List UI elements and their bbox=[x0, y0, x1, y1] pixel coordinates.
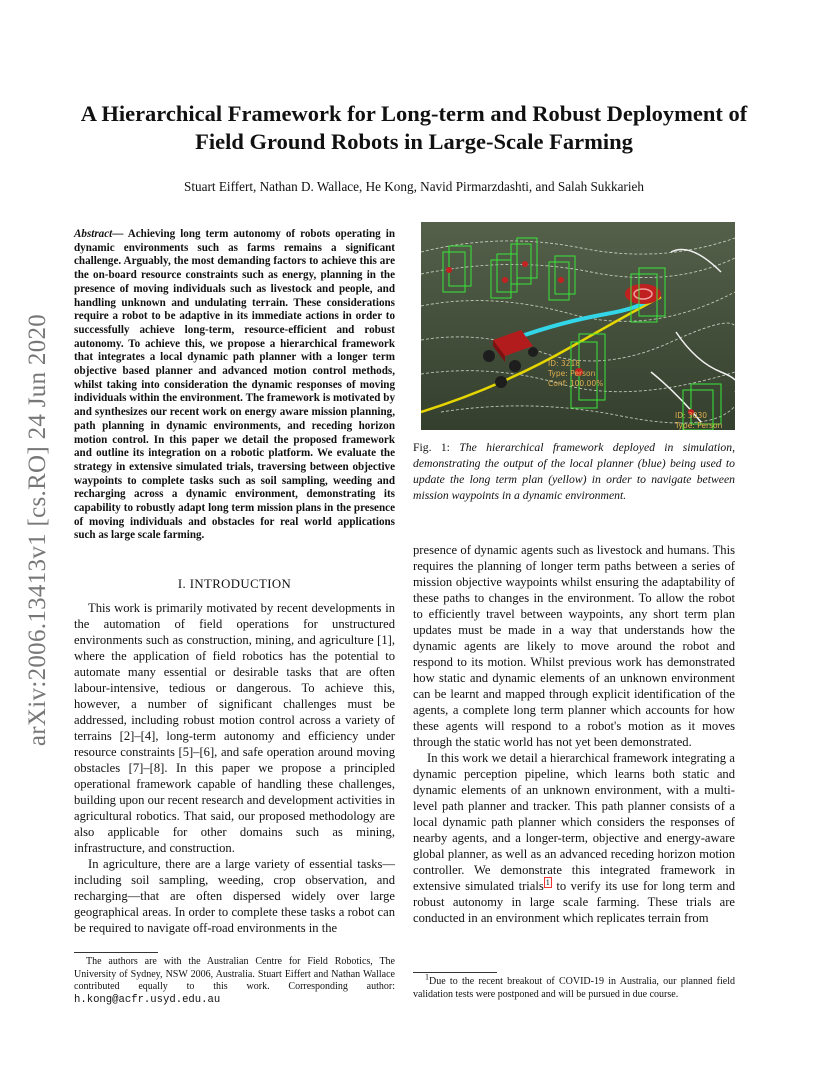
agent2-type-label: Type: Person bbox=[675, 421, 723, 430]
waypoint-marker bbox=[625, 284, 661, 304]
section-heading-introduction: I. INTRODUCTION bbox=[177, 577, 292, 591]
figure-1-caption bbox=[413, 440, 735, 504]
intro-paragraph-2: In agriculture, there are a large variety of essential tasks—including soil sampling, weeding, crop observation, and recharging—that are often dispersed widely over large geographical areas. In order to complete these tasks a robot can be required to navigate off-road environments in the bbox=[74, 857, 395, 935]
intro-paragraph-1: This work is primarily motivated by recent developments in the automation of field operations for unstructured environments such as construction, mining, and agriculture [1], where the application of field robotics has the potential to automate many essential or desirable tasks that are often labour-intensive, tedious or dangerous. To achieve this, however, a number of significant challenges must be addressed, including robust motion control across a variety of terrains [2]–[4], long-term autonomy and efficiency under resource constraints [5]–[6], and safe operation around moving obstacles [7]–[8]. In this paper we propose a principled operational framework capable of handling these challenges, building upon our recent research and development activities in agricultural robotics. That said, our proposed methodology are also applicable for other domains such as mining, infrastructure, and construction. bbox=[74, 601, 395, 855]
right-paragraph-2 bbox=[413, 750, 735, 926]
corresponding-email: h.kong@acfr.usyd.edu.au bbox=[74, 994, 221, 1007]
abstract-label: Abstract bbox=[74, 228, 113, 240]
agent1-type-label: Type: Person bbox=[548, 369, 596, 378]
right-paragraph-2-part-a: In this work we detail a hierarchical framework integrating a dynamic perception pipeline, which learns both static and dynamic elements of an unknown environment, with a multi-level path planner and tracker. This path planner consists of a local dynamic path planner which considers the responses of nearby agents, and a longer-term, objective and energy-aware global planner, as well as an advanced receding horizon motion controller. We demonstrate this integrated framework in extensive simulated trials bbox=[413, 751, 735, 893]
right-column-body bbox=[413, 542, 735, 926]
abstract-text: — Achieving long term autonomy of robots operating in dynamic environments such as farms remains a significant challenge. Arguably, the most demanding factors to achieve this are the on-board resource constraints such as energy, planning in the presence of moving individuals such as livestock and people, and handling unknown and undulating terrain. These considerations require a robot to be adaptive in its immediate actions in order to successfully achieve long-term, resource-efficient and robust autonomy. To achieve this, we propose a hierarchical framework that integrates a local dynamic path planner with a longer term objective based planner and advanced motion control methods, whilst taking into consideration the dynamic responses of moving individuals within the environment. The framework is motivated by and synthesizes our recent work on energy aware mission planning, path planning in dynamic environments, and receding horizon motion control. In this paper we detail the proposed framework and outline its integration on a robotic platform. We evaluate the strategy in extensive simulated trials, traversing between objective waypoints to complete tasks such as soil sampling, weeding and recharging across a dynamic environment, demonstrating its capability to robustly adapt long term mission plans in the presence of moving individuals and obstacles for real world applications such as large scale farming. bbox=[74, 228, 395, 542]
footnote-rule-left bbox=[74, 952, 158, 953]
introduction-body bbox=[74, 600, 395, 936]
agent2-id-label: ID: 3030 bbox=[675, 411, 707, 420]
paper-title bbox=[60, 100, 768, 156]
affiliation-footnote bbox=[74, 956, 395, 1007]
footnote-reference-link[interactable]: 1 bbox=[545, 877, 550, 887]
covid-footnote bbox=[413, 972, 735, 1001]
agent1-conf-label: Conf: 100.00% bbox=[548, 379, 604, 388]
author-list: Stuart Eiffert, Nathan D. Wallace, He Kong, Navid Pirmarzdashti, and Salah Sukkarieh bbox=[184, 179, 644, 194]
abstract bbox=[74, 228, 395, 543]
affiliation-text: The authors are with the Australian Centre for Field Robotics, The University of Sydney, NSW 2006, Australia. Stuart Eiffert and Nathan Wallace contributed equally to this work. Corresponding author: bbox=[74, 956, 395, 993]
right-paragraph-1: presence of dynamic agents such as livestock and humans. This requires the planning of longer term paths between a series of mission objective waypoints whilst ensuring the adaptability of these paths to changes in the environment. To allow the robot to efficiently travel between waypoints, any short term plan updates must be made in a way that understands how the dynamic agents are likely to move around the robot and respond to its motion. Whilst previous work has demonstrated how static and dynamic elements of an unknown environment can be learnt and mapped through explicit identification of the agents, a complete long term planner which accounts for how these agents will respond to a robot's motion as it moves through the static world has not yet been demonstrated. bbox=[413, 543, 735, 749]
right-paragraph-2-part-b: to verify its use for long term and robust autonomy in large scale farming. These trials are conducted in an environment which replicates terrain from bbox=[413, 879, 735, 925]
covid-footnote-text: Due to the recent breakout of COVID-19 in Australia, our planned field validation tests were postponed and will be pursued in due course. bbox=[413, 976, 735, 1000]
figure-1-simulation-image bbox=[421, 222, 735, 430]
agent1-id-label: ID: 3218 bbox=[548, 359, 580, 368]
arxiv-identifier bbox=[18, 290, 58, 770]
simulation-render bbox=[421, 222, 735, 430]
arxiv-identifier-text: arXiv:2006.13413v1 [cs.RO] 24 Jun 2020 bbox=[24, 313, 51, 747]
footnote-marker: 1 bbox=[425, 972, 429, 982]
title-line-2: Field Ground Robots in Large-Scale Farming bbox=[195, 129, 633, 154]
title-line-1: A Hierarchical Framework for Long-term and Robust Deployment of bbox=[80, 101, 748, 126]
caption-label: Fig. 1: bbox=[413, 441, 450, 454]
caption-text: The hierarchical framework deployed in simulation, demonstrating the output of the local planner (blue) being used to update the long term plan (yellow) in order to navigate between mission waypoints in a dynamic environment. bbox=[413, 441, 735, 502]
